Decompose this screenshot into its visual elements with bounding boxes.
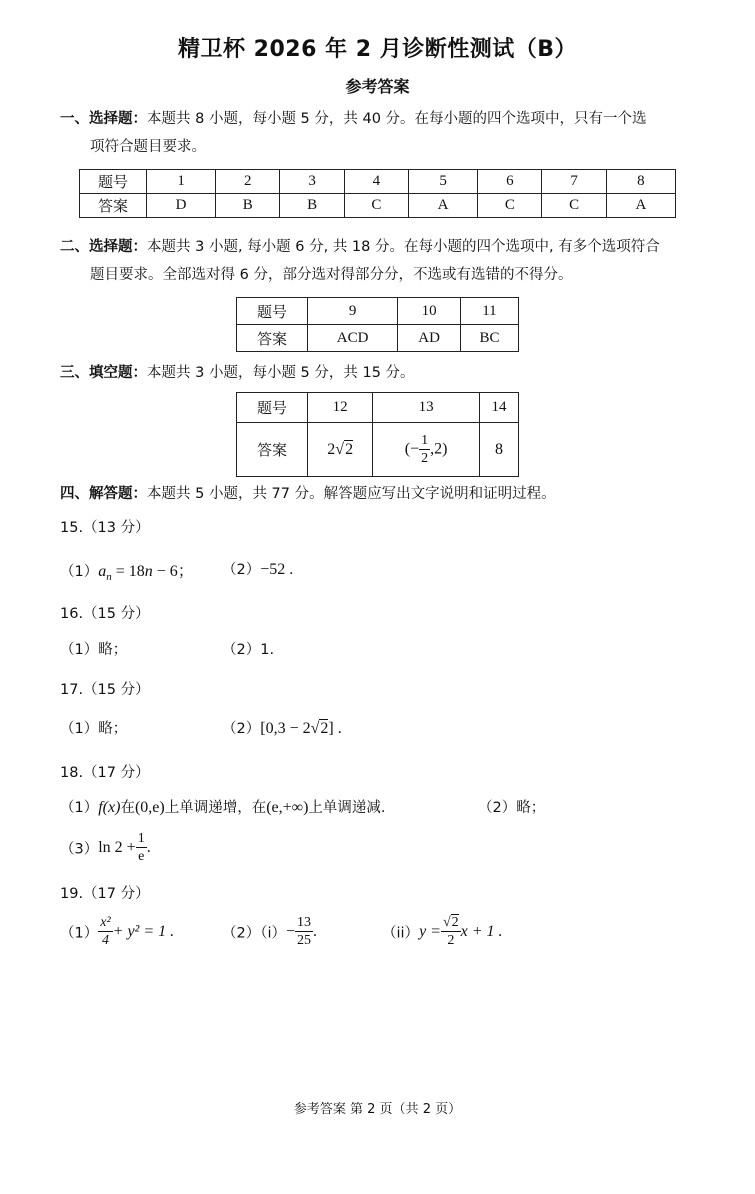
q15-part1: $(1)a_n = 18n - 6$；	[60, 563, 194, 583]
q18-part1: （1）f(x)在(0,e)上单调递增，在(e,+∞)上单调递减.	[60, 799, 386, 816]
section1-heading: 一、选择题：	[60, 111, 147, 127]
q17-label: 17.（15 分）	[60, 682, 150, 698]
q16-label: 16.（15 分）	[60, 606, 150, 622]
s2-label-a: 答案	[237, 325, 308, 352]
s1-q: 1	[147, 170, 216, 194]
q17-part2: （2）[0,3 − 2√2] .	[222, 720, 342, 737]
section1-table	[79, 169, 676, 218]
section4-heading: 四、解答题：	[60, 486, 147, 502]
section3-intro	[60, 359, 710, 387]
q16-part1: （1）略；	[60, 642, 128, 658]
s2-a: BC	[460, 325, 518, 352]
q19-part2: （2）（i）− $\frac{13}{25}$ .	[222, 915, 318, 948]
s2-q: 10	[398, 298, 461, 325]
s1-q: 6	[478, 170, 542, 194]
s1-a: C	[478, 194, 542, 218]
q17-part1: （1）略；	[60, 721, 128, 737]
section1-text-2: 项符合题目要求。	[90, 139, 206, 155]
page-title: 精卫杯 2026 年 2 月诊断性测试（B）	[178, 37, 577, 62]
s1-q: 2	[216, 170, 280, 194]
section4-intro	[60, 480, 720, 508]
page-footer: 参考答案 第 2 页（共 2 页）	[293, 1102, 462, 1117]
section2-intro	[60, 233, 720, 289]
s3-q: 12	[308, 393, 373, 423]
s1-q: 8	[606, 170, 675, 194]
s1-a: A	[409, 194, 478, 218]
s3-label-a: 答案	[237, 423, 308, 477]
section2-text-2: 题目要求。全部选对得 6 分，部分选对得部分分，不选或有选错的不得分。	[90, 267, 573, 283]
section2-heading: 二、选择题：	[60, 239, 147, 255]
q19-part1: （1） $\frac{\text{x²}}{4}$ + y² = 1 .	[60, 915, 175, 948]
s1-label-q: 题号	[80, 170, 147, 194]
page-subtitle: 参考答案	[345, 77, 410, 96]
section1-text-1: 本题共 8 小题，每小题 5 分，共 40 分。在每小题的四个选项中，只有一个选	[147, 111, 647, 127]
q19-label: 19.（17 分）	[60, 886, 150, 902]
s1-a: C	[344, 194, 408, 218]
s2-label-q: 题号	[237, 298, 308, 325]
s1-q: 5	[409, 170, 478, 194]
s1-q: 3	[280, 170, 344, 194]
s3-q: 13	[373, 393, 480, 423]
s1-q: 4	[344, 170, 408, 194]
s2-a: ACD	[308, 325, 398, 352]
s2-a: AD	[398, 325, 461, 352]
section1-intro	[60, 105, 710, 161]
s1-label-a: 答案	[80, 194, 147, 218]
section2-table	[236, 297, 519, 352]
q19-part3: （ii）y = $\frac{√2}{2}$ x + 1 .	[382, 915, 503, 948]
s1-q: 7	[542, 170, 606, 194]
s1-a: C	[542, 194, 606, 218]
s3-q: 14	[479, 393, 518, 423]
section3-text: 本题共 3 小题，每小题 5 分，共 15 分。	[147, 365, 415, 381]
q18-label: 18.（17 分）	[60, 765, 150, 781]
q16-part2: （2）1.	[222, 642, 275, 658]
q18-part3: （3）ln 2 + $\frac{1}{e}$ .	[60, 831, 151, 864]
s1-a: B	[216, 194, 280, 218]
section2-text-1: 本题共 3 小题, 每小题 6 分, 共 18 分。在每小题的四个选项中, 有多个选项符合	[147, 239, 660, 255]
q15-label: 15.（13 分）	[60, 520, 150, 536]
section4-text: 本题共 5 小题，共 77 分。解答题应写出文字说明和证明过程。	[147, 486, 556, 502]
s1-a: B	[280, 194, 344, 218]
q18-part2: （2）略；	[478, 800, 546, 816]
s2-q: 11	[460, 298, 518, 325]
s3-answer-14: 8	[479, 423, 518, 477]
section3-table	[236, 392, 519, 477]
s3-answer-13: (− $\frac{1}{2}$ ,2)	[373, 423, 480, 477]
s2-q: 9	[308, 298, 398, 325]
section3-heading: 三、填空题：	[60, 365, 147, 381]
q15-part2: （2）−52 .	[222, 561, 294, 578]
s3-label-q: 题号	[237, 393, 308, 423]
s3-answer-12: 2√2	[308, 423, 373, 477]
s1-a: A	[606, 194, 675, 218]
s1-a: D	[147, 194, 216, 218]
